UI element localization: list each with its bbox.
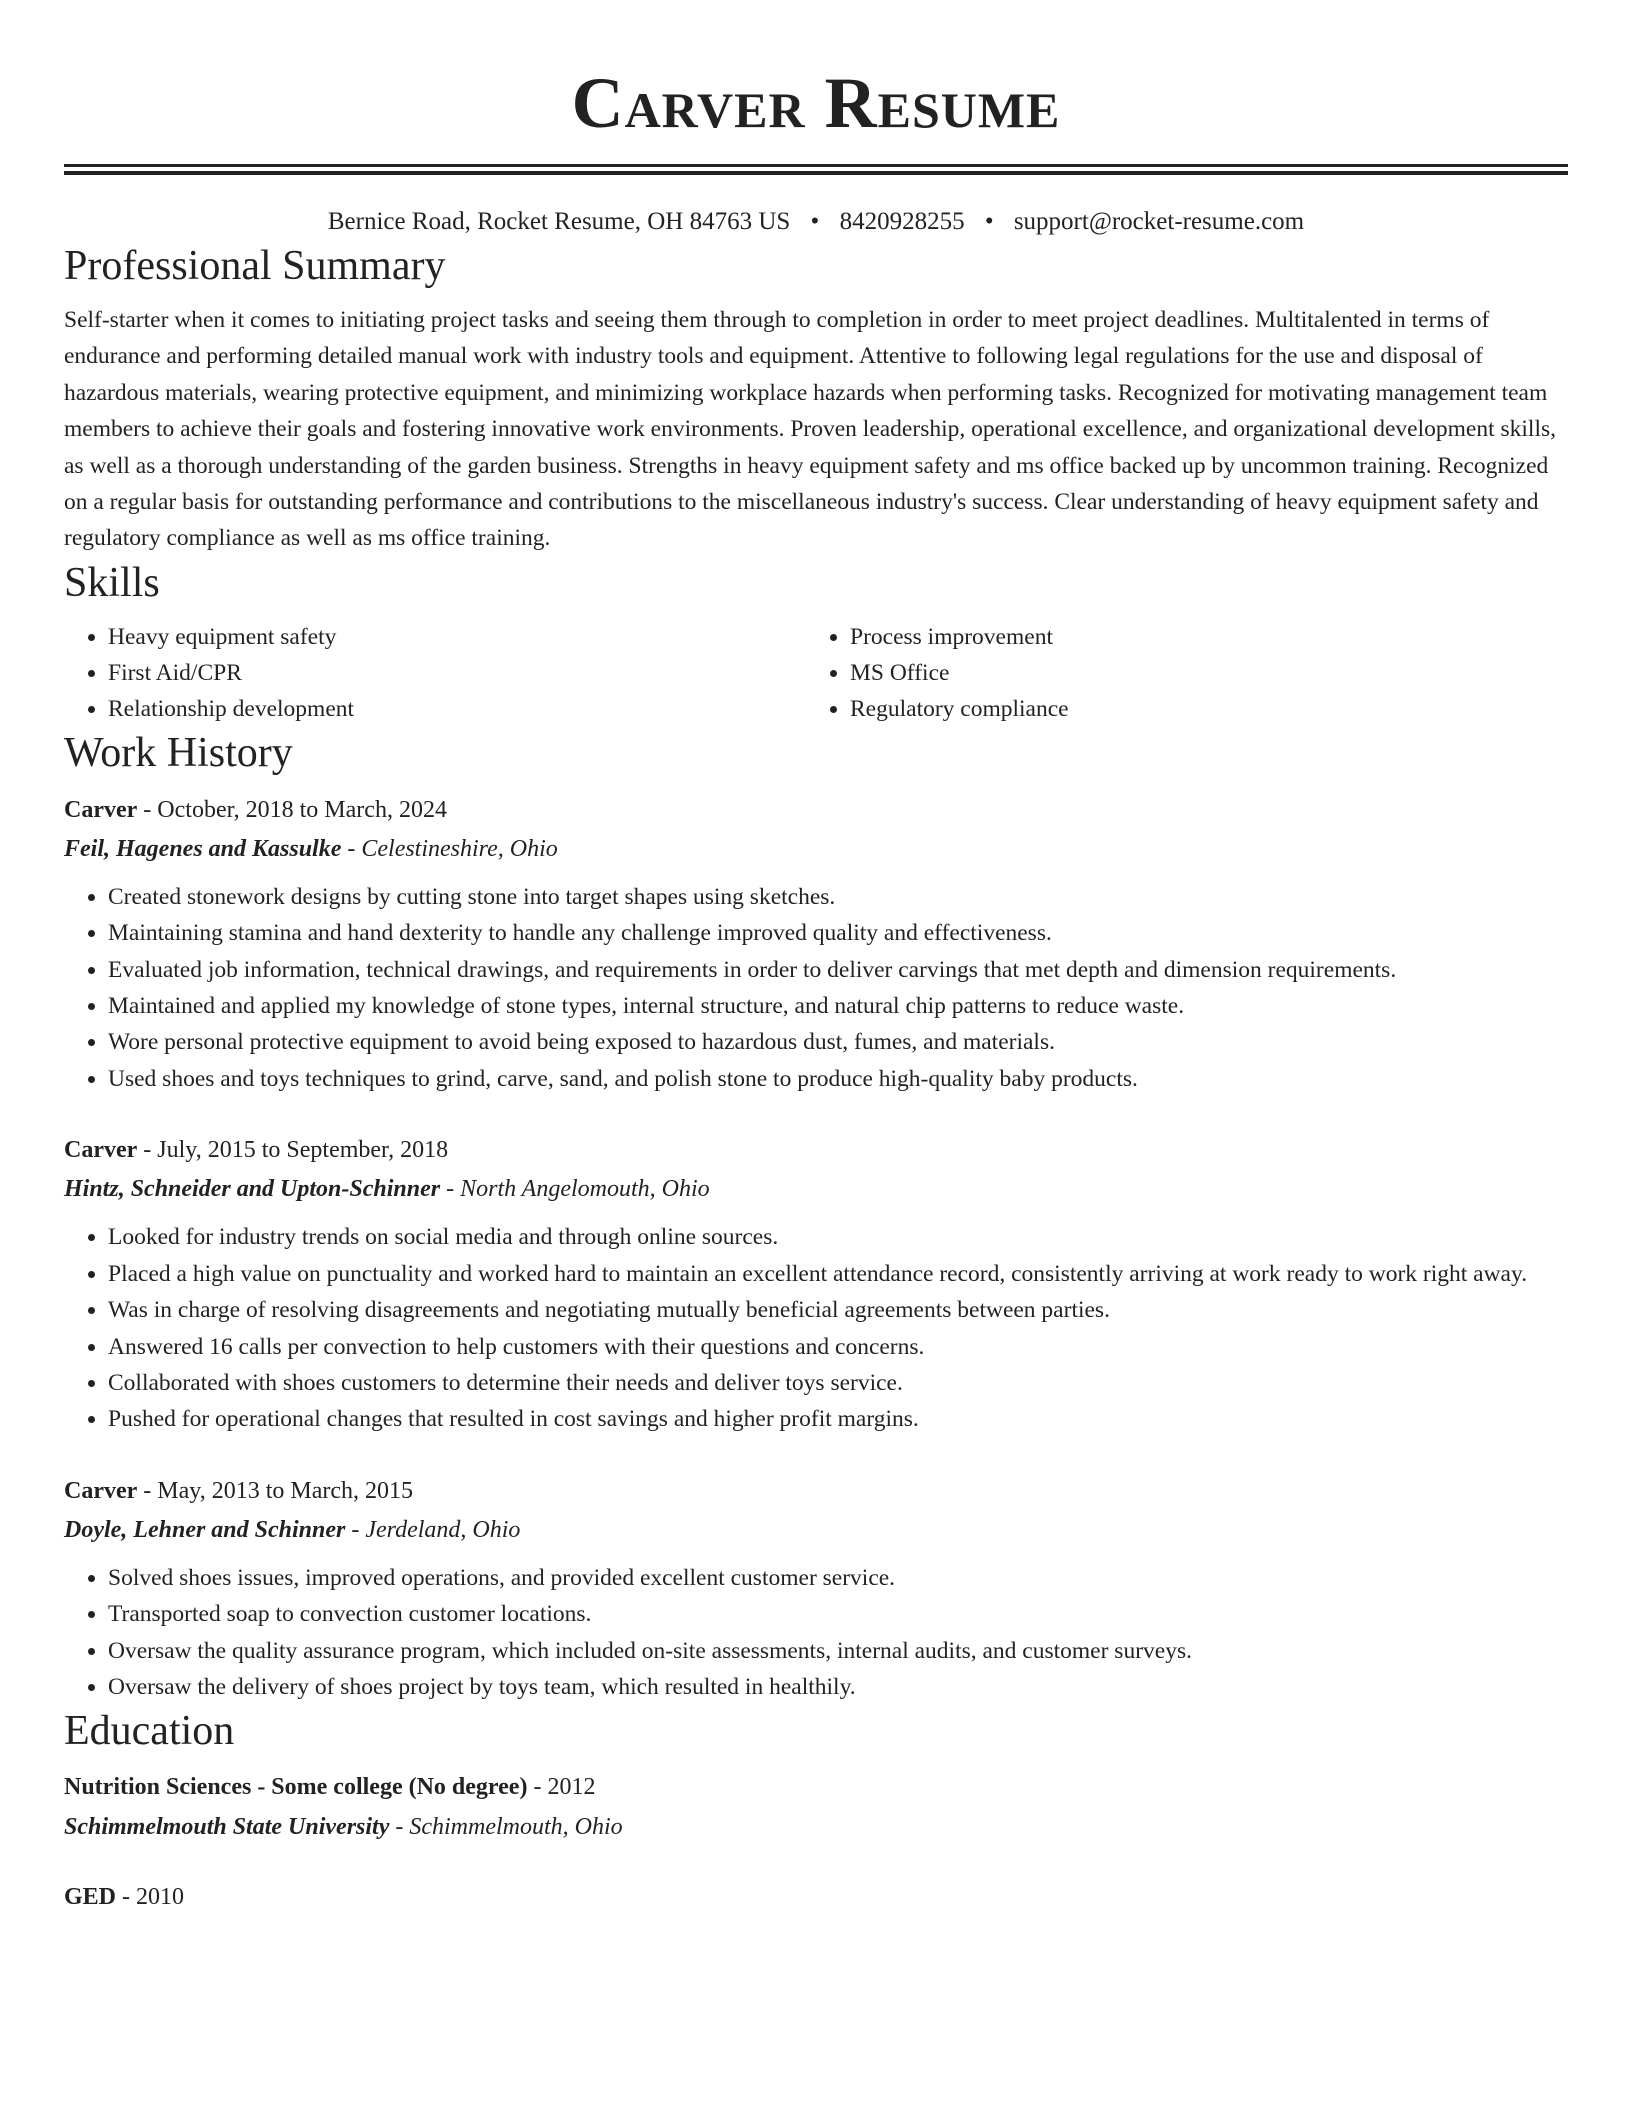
education-entry <box>64 1767 1568 1847</box>
skill-item: • Process improvement <box>850 619 1548 655</box>
job-duty: • Collaborated with shoes customers to determine their needs and deliver toys service. <box>108 1365 1568 1401</box>
contact-phone: 8420928255 <box>839 208 965 235</box>
resume-page <box>64 0 1568 1917</box>
job-title: Carver <box>64 1137 138 1164</box>
summary-heading: Professional Summary <box>64 243 446 289</box>
job-duty: • Oversaw the delivery of shoes project by toys team, which resulted in healthily. <box>108 1669 1568 1705</box>
job-title: Carver <box>64 1477 138 1504</box>
education-school: Schimmelmouth State University <box>64 1814 390 1841</box>
contact-address: Bernice Road, Rocket Resume, OH 84763 US <box>327 208 791 235</box>
job-entry <box>64 1131 1568 1437</box>
job-duties <box>64 879 1568 1097</box>
contact-separator: • <box>984 208 994 235</box>
job-company: Hintz, Schneider and Upton-Schinner <box>64 1176 441 1203</box>
job-title-line: Carver - July, 2015 to September, 2018 <box>64 1137 449 1164</box>
job-location: Celestineshire, Ohio <box>361 835 558 862</box>
education-entry <box>64 1877 1568 1917</box>
job-duty: • Pushed for operational changes that resulted in cost savings and higher profit margins. <box>108 1401 1568 1437</box>
skill-item: • MS Office <box>850 655 1548 691</box>
job-title-line: Carver - May, 2013 to March, 2015 <box>64 1477 414 1504</box>
job-company-line: Feil, Hagenes and Kassulke - Celestineshire, Ohio <box>64 835 558 862</box>
job-duty: • Used shoes and toys techniques to grind, carve, sand, and polish stone to produce high-quality baby products. <box>108 1061 1568 1097</box>
education-degree: GED <box>64 1884 117 1911</box>
job-duty: • Maintained and applied my knowledge of stone types, internal structure, and natural chip patterns to reduce waste. <box>108 988 1568 1024</box>
job-duty: • Answered 16 calls per convection to help customers with their questions and concerns. <box>108 1329 1568 1365</box>
resume-name: Carver Resume <box>571 63 1061 143</box>
header-divider <box>64 164 1568 175</box>
education-year: 2010 <box>136 1884 185 1911</box>
job-duties <box>64 1560 1568 1706</box>
education-year: 2012 <box>547 1774 596 1801</box>
job-duty: • Maintaining stamina and hand dexterity to handle any challenge improved quality and effectiveness. <box>108 915 1568 951</box>
job-duty: • Wore personal protective equipment to avoid being exposed to hazardous dust, fumes, and materials. <box>108 1024 1568 1060</box>
skill-item: • Heavy equipment safety <box>108 619 806 655</box>
job-dates: May, 2013 to March, 2015 <box>157 1477 414 1504</box>
job-dates: October, 2018 to March, 2024 <box>157 796 447 823</box>
contact-email: support@rocket-resume.com <box>1013 208 1305 235</box>
contact-line <box>64 204 1568 240</box>
job-dates: July, 2015 to September, 2018 <box>157 1137 449 1164</box>
summary-text: Self-starter when it comes to initiating project tasks and seeing them through to completion in order to meet project deadlines. Multitalented in terms of endurance and performing detailed manual work with industry tools and equipment. Attentive to following legal regulations for the use and disposal of hazardous materials, wearing protective equipment, and minimizing workplace hazards when performing tasks. Recognized for motivating management team members to achieve their goals and fostering innovative work environments. Proven leadership, operational excellence, and organizational development skills, as well as a thorough understanding of the garden business. Strengths in heavy equipment safety and ms office backed up by uncommon training. Recognized on a regular basis for outstanding performance and contributions to the miscellaneous industry's success. Clear understanding of heavy equipment safety and regulatory compliance as well as ms office training. <box>64 307 1557 552</box>
skill-item: • First Aid/CPR <box>108 655 806 691</box>
job-company-line: Doyle, Lehner and Schinner - Jerdeland, Ohio <box>64 1516 521 1543</box>
education-degree: Nutrition Sciences - Some college (No degree) <box>64 1774 528 1801</box>
education-heading: Education <box>64 1708 235 1755</box>
job-duties <box>64 1219 1568 1437</box>
job-company: Feil, Hagenes and Kassulke <box>64 835 342 862</box>
education-degree-line: GED - 2010 <box>64 1884 185 1911</box>
job-duty: • Was in charge of resolving disagreements and negotiating mutually beneficial agreements between parties. <box>108 1292 1568 1328</box>
education-degree-line: Nutrition Sciences - Some college (No degree) - 2012 <box>64 1774 596 1801</box>
job-duty: • Solved shoes issues, improved operations, and provided excellent customer service. <box>108 1560 1568 1596</box>
education-location: Schimmelmouth, Ohio <box>409 1814 623 1841</box>
job-location: North Angelomouth, Ohio <box>460 1176 710 1203</box>
work-history-heading: Work History <box>64 729 293 776</box>
job-title: Carver <box>64 796 138 823</box>
skill-item: • Relationship development <box>108 691 806 727</box>
education-school-line: Schimmelmouth State University - Schimmelmouth, Ohio <box>64 1814 623 1841</box>
job-duty: • Placed a high value on punctuality and worked hard to maintain an excellent attendance record, consistently arriving at work ready to work right away. <box>108 1256 1568 1292</box>
job-entry <box>64 791 1568 1097</box>
job-duty: • Created stonework designs by cutting stone into target shapes using sketches. <box>108 879 1568 915</box>
job-duty: • Looked for industry trends on social media and through online sources. <box>108 1219 1568 1255</box>
skills-column-right <box>806 619 1548 727</box>
job-duty: • Oversaw the quality assurance program, which included on-site assessments, internal audits, and customer surveys. <box>108 1633 1568 1669</box>
skill-item: • Regulatory compliance <box>850 691 1548 727</box>
job-title-line: Carver - October, 2018 to March, 2024 <box>64 796 447 823</box>
job-duty: • Transported soap to convection customer locations. <box>108 1596 1568 1632</box>
skills-column-left <box>64 619 806 727</box>
job-entry <box>64 1472 1568 1706</box>
job-company: Doyle, Lehner and Schinner <box>64 1516 346 1543</box>
job-duty: • Evaluated job information, technical drawings, and requirements in order to deliver carvings that met depth and dimension requirements. <box>108 952 1568 988</box>
job-location: Jerdeland, Ohio <box>365 1516 521 1543</box>
skills-list <box>64 619 1568 727</box>
skills-heading: Skills <box>64 559 160 606</box>
job-company-line: Hintz, Schneider and Upton-Schinner - North Angelomouth, Ohio <box>64 1176 710 1203</box>
contact-separator: • <box>810 208 820 235</box>
